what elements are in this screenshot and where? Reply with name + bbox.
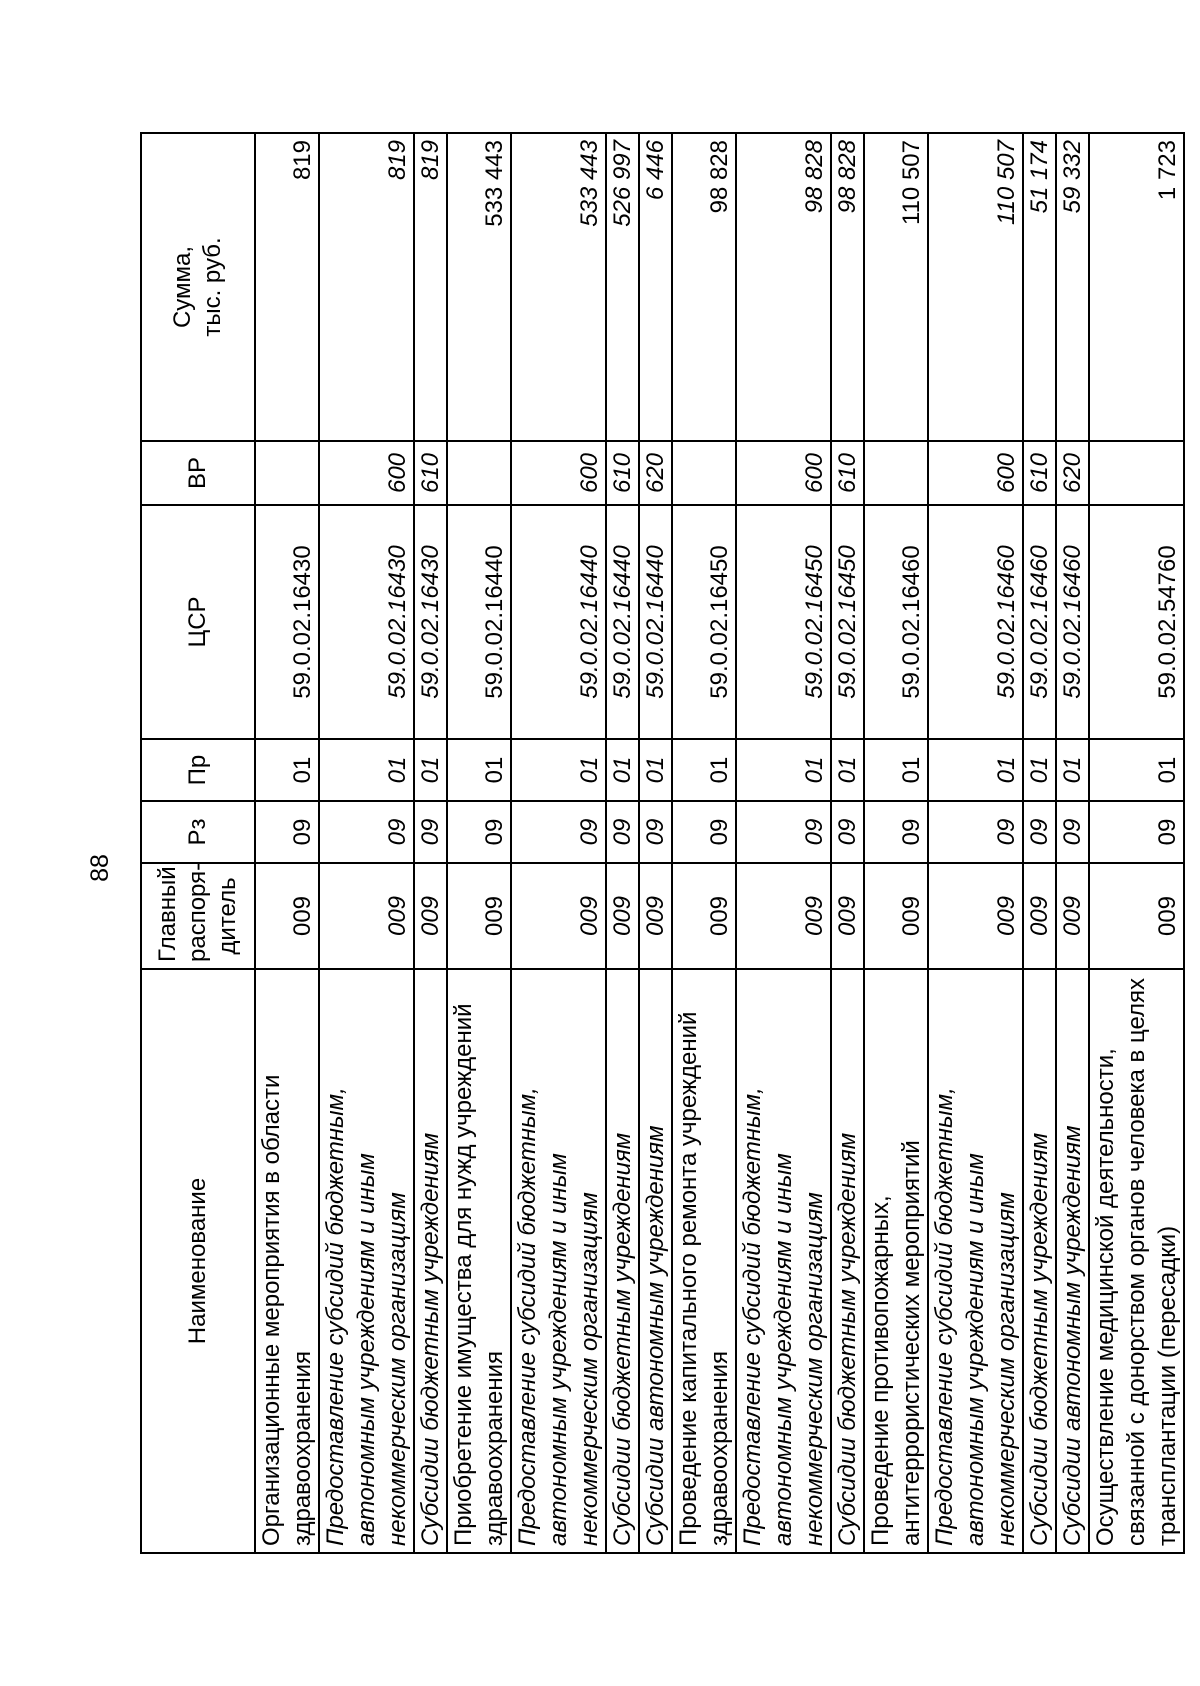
cell-rz: 09 — [1056, 801, 1089, 863]
cell-rz: 09 — [447, 801, 511, 863]
header-sum — [141, 133, 255, 441]
cell-sum: 110 507 — [864, 133, 928, 441]
cell-pr: 01 — [928, 739, 1023, 801]
cell-csr: 59.0.02.16460 — [1023, 505, 1056, 739]
cell-pr: 01 — [414, 739, 447, 801]
cell-pr: 01 — [255, 739, 319, 801]
table-row — [1023, 133, 1056, 1553]
rotated-table-wrapper — [140, 134, 1181, 1554]
cell-rz: 09 — [511, 801, 606, 863]
cell-vr — [672, 441, 736, 505]
page-number: 88 — [86, 854, 114, 882]
cell-name: Осуществление медицинской деятельности, связанной с донорством органов человека в целях трансплантации (пересадки) — [1089, 969, 1184, 1553]
table-row — [414, 133, 447, 1553]
cell-sum: 98 828 — [672, 133, 736, 441]
table-row — [831, 133, 864, 1553]
cell-rz: 09 — [319, 801, 414, 863]
cell-pr: 01 — [1056, 739, 1089, 801]
cell-csr: 59.0.02.16460 — [1056, 505, 1089, 739]
cell-name: Предоставление субсидий бюджетным, автономным учреждениям и иным некоммерческим организациям — [928, 969, 1023, 1553]
table-row — [511, 133, 606, 1553]
cell-csr: 59.0.02.16440 — [511, 505, 606, 739]
cell-name: Предоставление субсидий бюджетным, автономным учреждениям и иным некоммерческим организациям — [736, 969, 831, 1553]
cell-grbs: 009 — [672, 863, 736, 969]
cell-pr: 01 — [1089, 739, 1184, 801]
cell-grbs: 009 — [447, 863, 511, 969]
cell-csr: 59.0.02.16450 — [831, 505, 864, 739]
cell-vr: 600 — [928, 441, 1023, 505]
cell-pr: 01 — [1023, 739, 1056, 801]
cell-grbs: 009 — [255, 863, 319, 969]
cell-csr: 59.0.02.16460 — [864, 505, 928, 739]
cell-sum: 51 174 — [1023, 133, 1056, 441]
cell-rz: 09 — [672, 801, 736, 863]
cell-vr: 600 — [319, 441, 414, 505]
header-grbs-line: Главный — [154, 866, 181, 962]
table-row — [447, 133, 511, 1553]
table-body — [255, 133, 1184, 1553]
cell-name: Приобретение имущества для нужд учреждений здравоохранения — [447, 969, 511, 1553]
header-rz: Рз — [141, 801, 255, 863]
header-grbs-line: дитель — [214, 877, 241, 955]
header-csr: ЦСР — [141, 505, 255, 739]
cell-pr: 01 — [447, 739, 511, 801]
cell-name: Организационные мероприятия в области здравоохранения — [255, 969, 319, 1553]
cell-name: Предоставление субсидий бюджетным, автономным учреждениям и иным некоммерческим организациям — [319, 969, 414, 1553]
cell-rz: 09 — [639, 801, 672, 863]
cell-name: Субсидии автономным учреждениям — [639, 969, 672, 1553]
table-row — [864, 133, 928, 1553]
header-grbs — [141, 863, 255, 969]
cell-sum: 6 446 — [639, 133, 672, 441]
cell-csr: 59.0.02.16450 — [736, 505, 831, 739]
cell-vr: 600 — [511, 441, 606, 505]
cell-pr: 01 — [864, 739, 928, 801]
cell-rz: 09 — [1089, 801, 1184, 863]
cell-grbs: 009 — [864, 863, 928, 969]
cell-grbs: 009 — [1023, 863, 1056, 969]
cell-pr: 01 — [319, 739, 414, 801]
header-sum-line: тыс. руб. — [199, 237, 226, 337]
cell-name: Субсидии автономным учреждениям — [1056, 969, 1089, 1553]
cell-sum: 110 507 — [928, 133, 1023, 441]
cell-grbs: 009 — [1056, 863, 1089, 969]
cell-csr: 59.0.02.16430 — [414, 505, 447, 739]
table-row — [928, 133, 1023, 1553]
cell-sum: 98 828 — [831, 133, 864, 441]
cell-grbs: 009 — [1089, 863, 1184, 969]
cell-rz: 09 — [1023, 801, 1056, 863]
cell-name: Проведение противопожарных, антитеррористических мероприятий — [864, 969, 928, 1553]
cell-grbs: 009 — [831, 863, 864, 969]
cell-name: Предоставление субсидий бюджетным, автономным учреждениям и иным некоммерческим организациям — [511, 969, 606, 1553]
cell-sum: 98 828 — [736, 133, 831, 441]
cell-name: Субсидии бюджетным учреждениям — [414, 969, 447, 1553]
cell-csr: 59.0.02.16440 — [639, 505, 672, 739]
cell-grbs: 009 — [414, 863, 447, 969]
cell-csr: 59.0.02.54760 — [1089, 505, 1184, 739]
cell-grbs: 009 — [736, 863, 831, 969]
cell-name: Субсидии бюджетным учреждениям — [1023, 969, 1056, 1553]
header-sum-line: Сумма, — [169, 245, 196, 329]
cell-sum: 819 — [319, 133, 414, 441]
cell-vr: 620 — [639, 441, 672, 505]
cell-rz: 09 — [255, 801, 319, 863]
cell-grbs: 009 — [928, 863, 1023, 969]
cell-csr: 59.0.02.16460 — [928, 505, 1023, 739]
table-header — [141, 133, 255, 1553]
cell-sum: 1 723 — [1089, 133, 1184, 441]
cell-csr: 59.0.02.16430 — [255, 505, 319, 739]
cell-vr — [864, 441, 928, 505]
cell-rz: 09 — [414, 801, 447, 863]
budget-table — [140, 132, 1185, 1554]
cell-csr: 59.0.02.16440 — [447, 505, 511, 739]
cell-pr: 01 — [511, 739, 606, 801]
table-row — [736, 133, 831, 1553]
table-row — [1056, 133, 1089, 1553]
cell-sum: 819 — [414, 133, 447, 441]
table-row — [672, 133, 736, 1553]
cell-csr: 59.0.02.16440 — [606, 505, 639, 739]
table-row — [1089, 133, 1184, 1553]
cell-pr: 01 — [736, 739, 831, 801]
cell-vr: 600 — [736, 441, 831, 505]
cell-vr: 610 — [831, 441, 864, 505]
cell-sum: 819 — [255, 133, 319, 441]
cell-vr: 610 — [414, 441, 447, 505]
cell-pr: 01 — [606, 739, 639, 801]
table-row — [319, 133, 414, 1553]
header-row — [141, 133, 255, 1553]
table-row — [639, 133, 672, 1553]
cell-name: Субсидии бюджетным учреждениям — [831, 969, 864, 1553]
cell-pr: 01 — [639, 739, 672, 801]
cell-rz: 09 — [606, 801, 639, 863]
cell-sum: 533 443 — [511, 133, 606, 441]
cell-vr: 610 — [606, 441, 639, 505]
cell-rz: 09 — [736, 801, 831, 863]
header-grbs-line: распоря- — [184, 862, 211, 962]
cell-name: Проведение капитального ремонта учреждений здравоохранения — [672, 969, 736, 1553]
cell-grbs: 009 — [319, 863, 414, 969]
cell-vr — [1089, 441, 1184, 505]
cell-sum: 526 997 — [606, 133, 639, 441]
header-name: Наименование — [141, 969, 255, 1553]
cell-csr: 59.0.02.16450 — [672, 505, 736, 739]
cell-grbs: 009 — [606, 863, 639, 969]
header-vr: ВР — [141, 441, 255, 505]
cell-grbs: 009 — [639, 863, 672, 969]
cell-vr: 620 — [1056, 441, 1089, 505]
cell-rz: 09 — [831, 801, 864, 863]
cell-sum: 59 332 — [1056, 133, 1089, 441]
cell-rz: 09 — [864, 801, 928, 863]
cell-grbs: 009 — [511, 863, 606, 969]
table-row — [255, 133, 319, 1553]
cell-csr: 59.0.02.16430 — [319, 505, 414, 739]
cell-rz: 09 — [928, 801, 1023, 863]
cell-sum: 533 443 — [447, 133, 511, 441]
table-row — [606, 133, 639, 1553]
cell-vr — [447, 441, 511, 505]
header-pr: Пр — [141, 739, 255, 801]
cell-vr — [255, 441, 319, 505]
cell-pr: 01 — [672, 739, 736, 801]
cell-vr: 610 — [1023, 441, 1056, 505]
cell-pr: 01 — [831, 739, 864, 801]
cell-name: Субсидии бюджетным учреждениям — [606, 969, 639, 1553]
